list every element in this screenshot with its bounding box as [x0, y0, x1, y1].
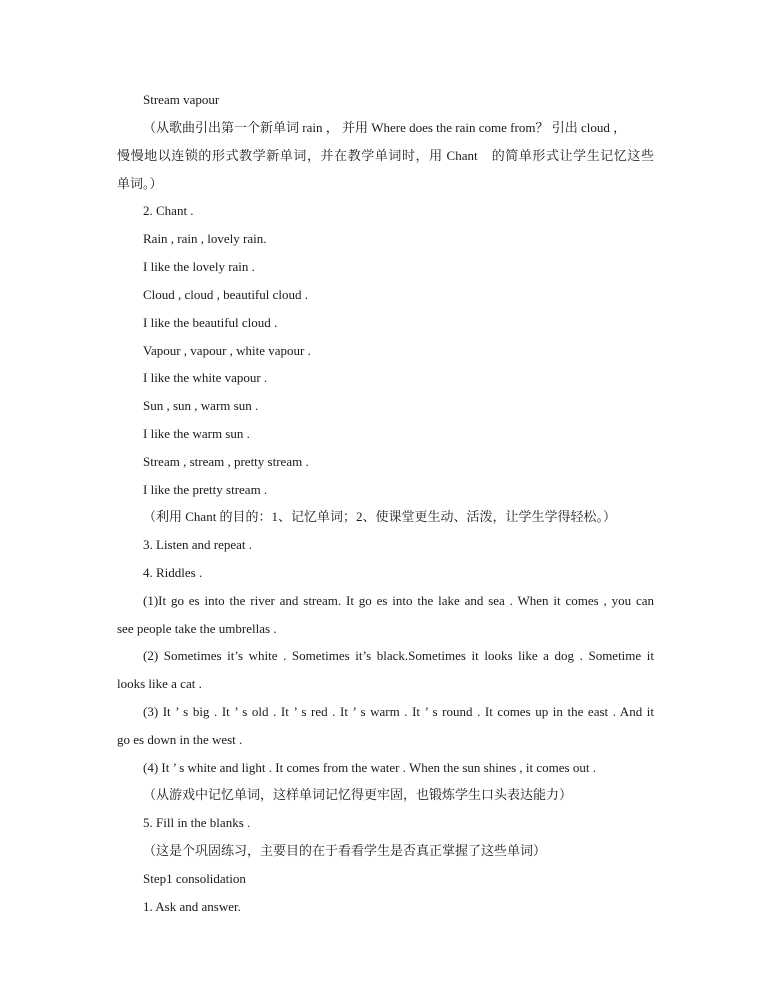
text-line-note-end: 单词。） — [117, 176, 163, 191]
riddle-2-line-1: (2) Sometimes it’s white . Sometimes it’s black.Sometimes it looks like a dog . Sometime it — [143, 648, 654, 663]
riddle-3-line-1: (3) It ’ s big . It ’ s old . It ’ s red . It ’ s warm . It ’ s round . It comes up in the east . And it — [143, 704, 654, 719]
chant-line: Sun , sun , warm sun . — [143, 398, 259, 413]
chant-line: I like the beautiful cloud . — [143, 315, 278, 330]
section-heading-chant: 2. Chant . — [143, 203, 194, 218]
text-line-note-song: （从歌曲引出第一个新单词 rain ， 并用 Where does the rain come from？ 引出 cloud ， — [143, 120, 627, 135]
text-line-consolidation-note: （这是个巩固练习，主要目的在于看看学生是否真正掌握了这些单词） — [143, 843, 547, 858]
text-line-game-note: （从游戏中记忆单词，这样单词记忆得更牢固，也锻炼学生口头表达能力） — [143, 787, 573, 802]
chant-line: I like the warm sun . — [143, 426, 250, 441]
chant-line: Vapour , vapour , white vapour . — [143, 343, 311, 358]
section-heading-ask-answer: 1. Ask and answer. — [143, 899, 241, 914]
text-line-stream-vapour: Stream vapour — [143, 92, 220, 107]
riddle-1-line-2: see people take the umbrellas . — [117, 621, 277, 636]
text-line-chant-purpose: （利用 Chant 的目的：1、记忆单词；2、使课堂更生动、活泼，让学生学得轻松。） — [143, 509, 617, 524]
text-line-note-chain: 慢慢地以连锁的形式教学新单词，并在教学单词时，用 Chant 的简单形式让学生记忆这些 — [117, 148, 654, 163]
section-heading-fill-blanks: 5. Fill in the blanks . — [143, 815, 251, 830]
riddle-1-line-1: (1)It go es into the river and stream. It go es into the lake and sea . When it comes , you can — [143, 593, 654, 608]
section-heading-step1: Step1 consolidation — [143, 871, 246, 886]
riddle-4-line: (4) It ’ s white and light . It comes from the water . When the sun shines , it comes out . — [143, 760, 596, 775]
section-heading-riddles: 4. Riddles . — [143, 565, 203, 580]
riddle-2-line-2: looks like a cat . — [117, 676, 202, 691]
chant-line: I like the white vapour . — [143, 370, 268, 385]
section-heading-listen-repeat: 3. Listen and repeat . — [143, 537, 253, 552]
riddle-3-line-2: go es down in the west . — [117, 732, 243, 747]
chant-line: Stream , stream , pretty stream . — [143, 454, 309, 469]
chant-line: I like the pretty stream . — [143, 482, 268, 497]
chant-line: Rain , rain , lovely rain. — [143, 231, 267, 246]
chant-line: Cloud , cloud , beautiful cloud . — [143, 287, 309, 302]
chant-line: I like the lovely rain . — [143, 259, 255, 274]
